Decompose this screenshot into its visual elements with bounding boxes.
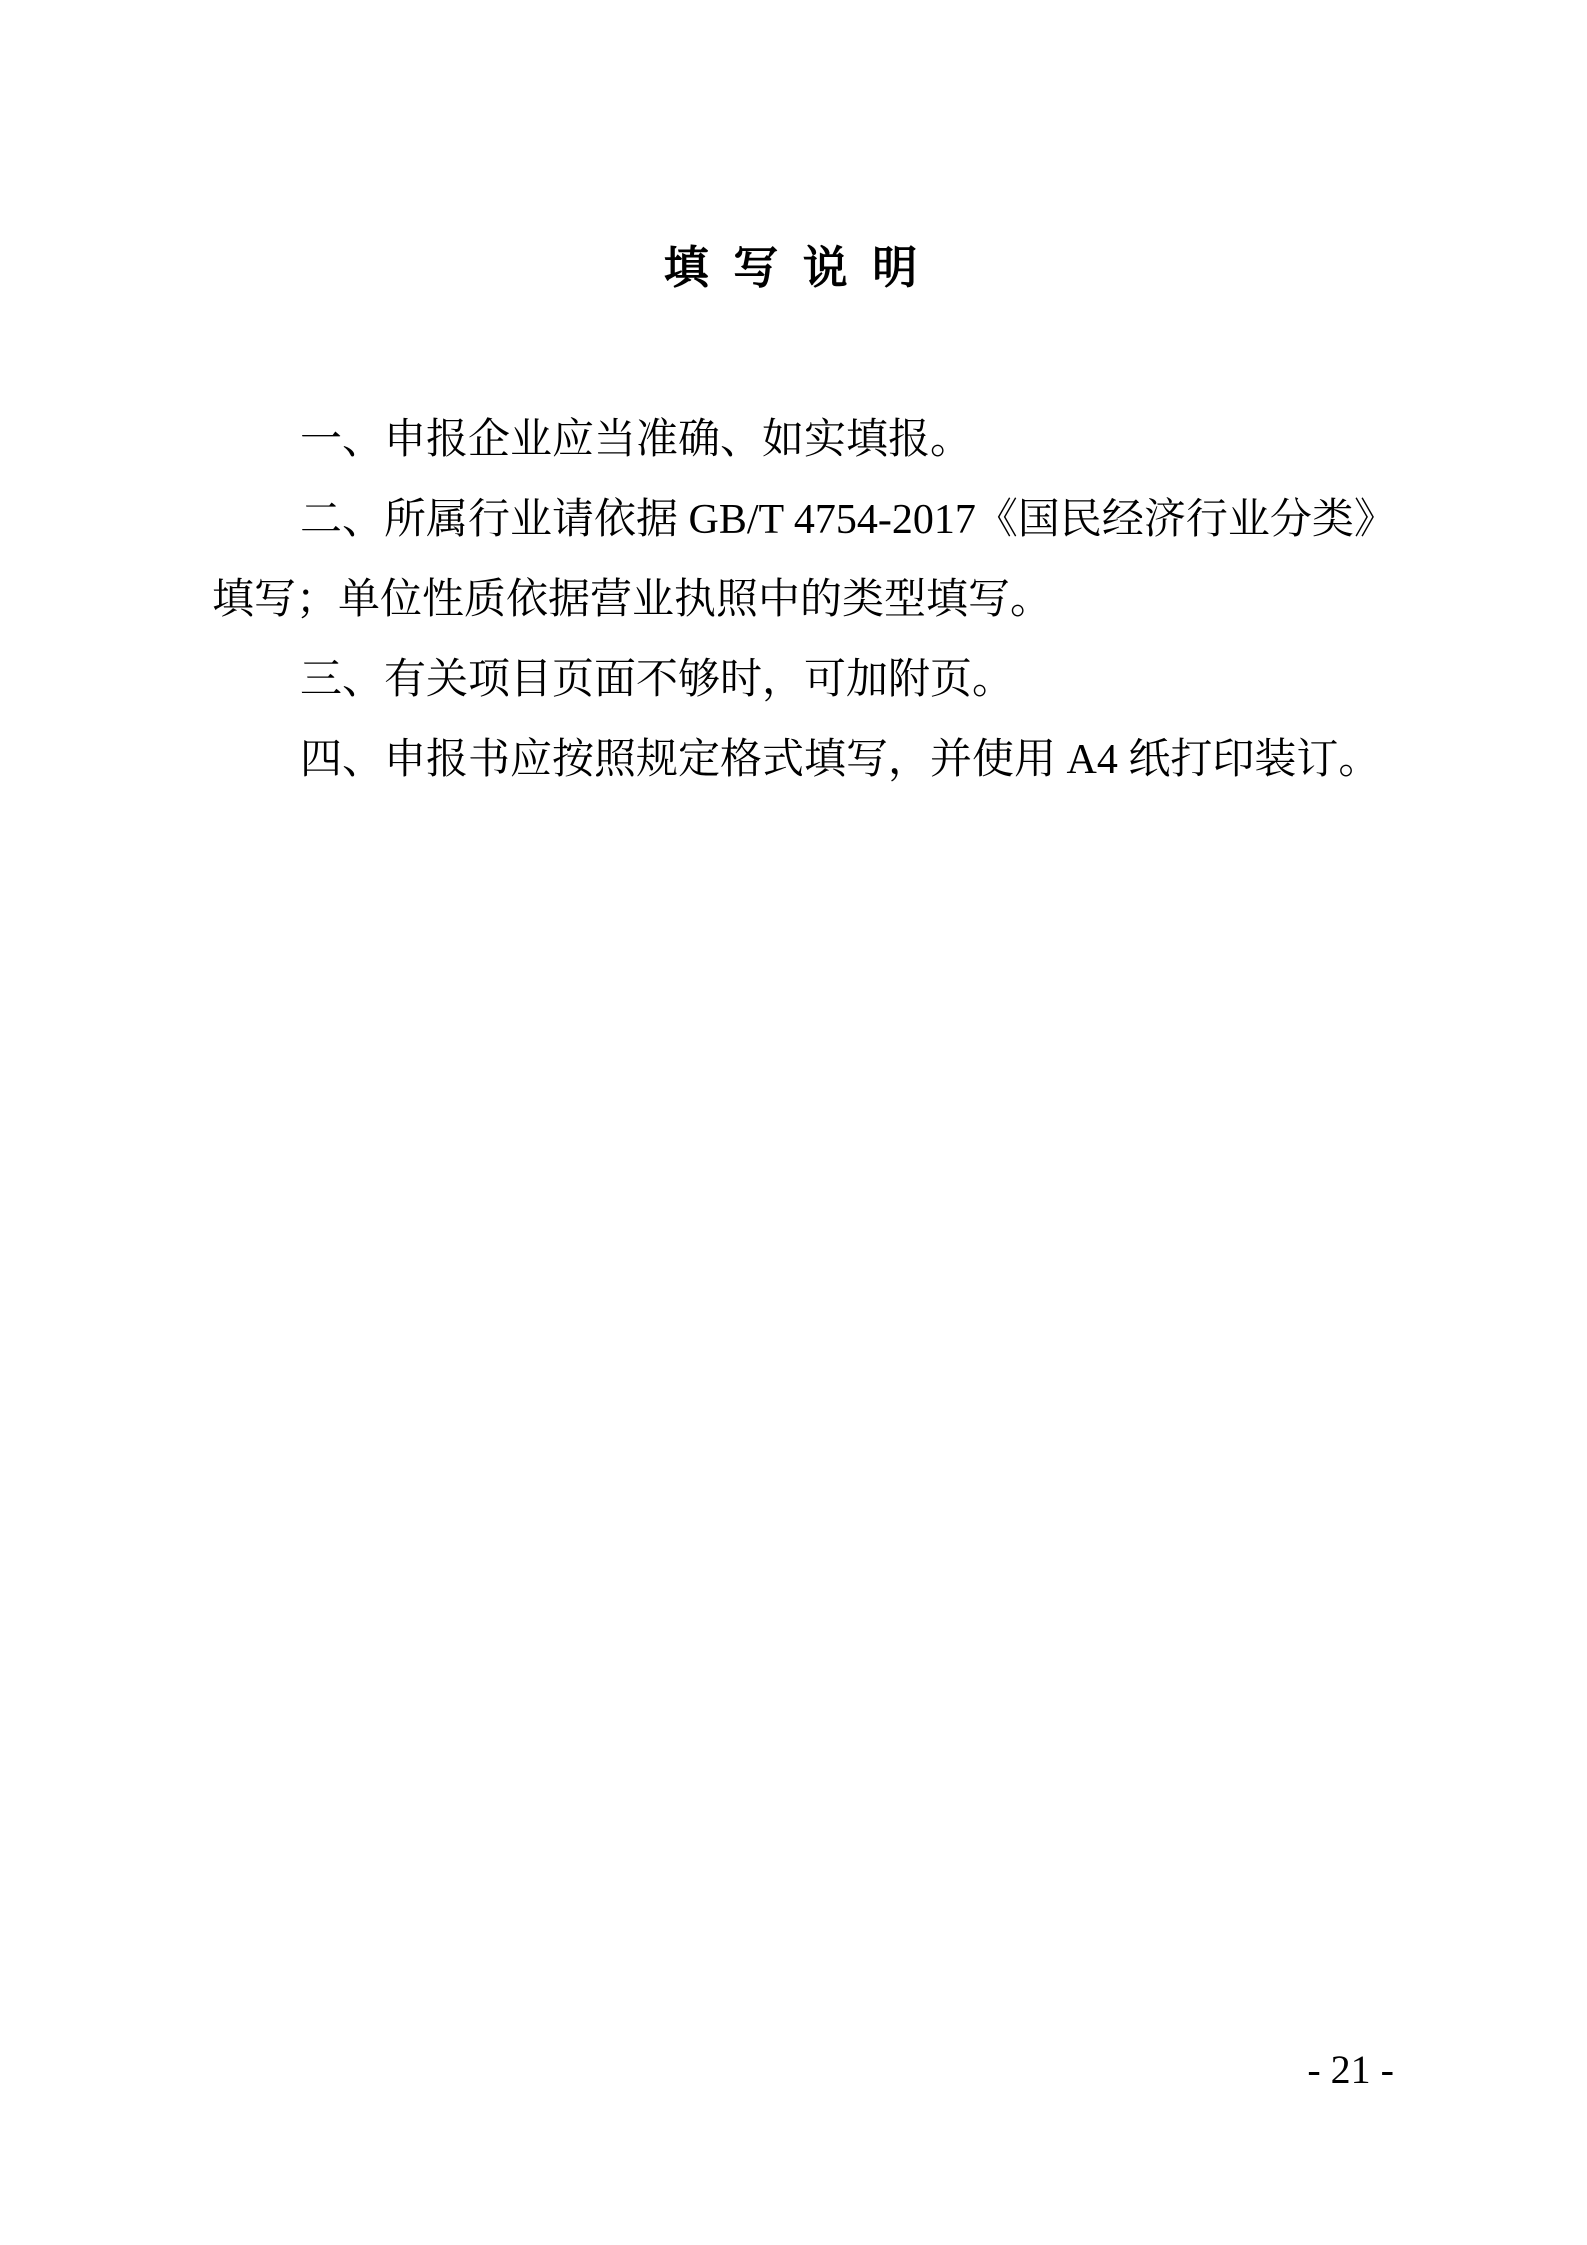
page-title: 填 写 说 明 bbox=[663, 242, 924, 293]
instruction-line-2-continuation: 填写；单位性质依据营业执照中的类型填写。 bbox=[212, 577, 1053, 623]
page-number: - 21 - bbox=[1307, 2047, 1394, 2092]
instruction-line-1: 一、申报企业应当准确、如实填报。 bbox=[300, 417, 973, 463]
instruction-line-3: 三、有关项目页面不够时，可加附页。 bbox=[300, 657, 1015, 703]
instruction-line-4: 四、申报书应按照规定格式填写，并使用 A4 纸打印装订。 bbox=[300, 737, 1381, 783]
instructions-section bbox=[212, 400, 1396, 800]
instruction-line-2: 二、所属行业请依据 GB/T 4754-2017《国民经济行业分类》 bbox=[300, 497, 1396, 543]
